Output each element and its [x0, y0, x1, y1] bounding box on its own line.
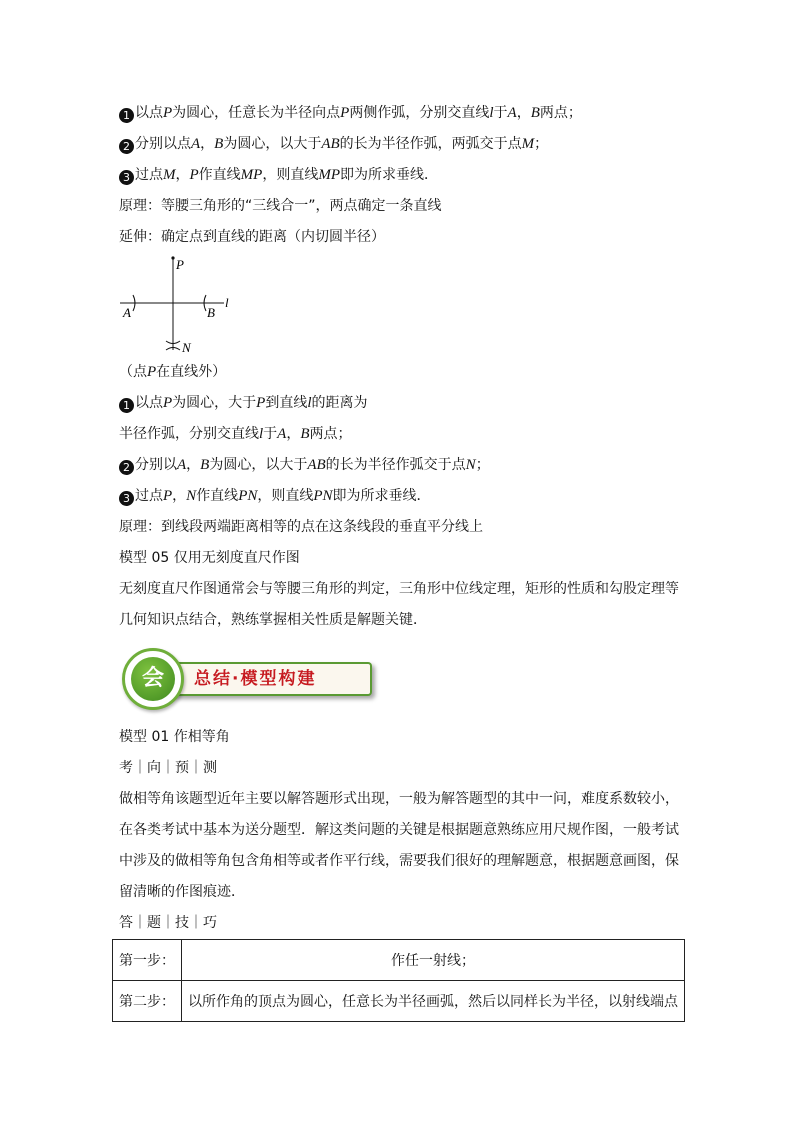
- label-a: A: [123, 305, 131, 320]
- step-number-badge: 3: [119, 491, 134, 506]
- step-label: 第一步：: [113, 940, 182, 981]
- step-1-bottom-a: 1 以点P为圆心，大于P到直线l的距离为: [119, 393, 368, 413]
- label-b: B: [207, 305, 215, 320]
- step-number-badge: 2: [119, 139, 134, 154]
- label-l: l: [225, 295, 229, 310]
- model-01-para-line: 在各类考试中基本为送分题型．解这类问题的关键是根据题意熟练应用尺规作图，一般考试: [119, 822, 679, 838]
- banner-badge: [122, 648, 184, 710]
- model-05-para-line: 无刻度直尺作图通常会与等腰三角形的判定，三角形中位线定理，矩形的性质和勾股定理等: [119, 581, 679, 597]
- model-05-title: 模型 05 仅用无刻度直尺作图: [119, 550, 300, 566]
- step-number-badge: 1: [119, 108, 134, 123]
- step-1-bottom-b: 半径作弧，分别交直线l于A，B两点；: [119, 426, 352, 442]
- point-p: [171, 256, 174, 259]
- answer-tips-heading: 答｜题｜技｜巧: [119, 915, 217, 931]
- table-row: [113, 981, 685, 1022]
- step-number-badge: 3: [119, 170, 134, 185]
- step-number-badge: 2: [119, 460, 134, 475]
- banner-badge-label: 会: [131, 657, 175, 701]
- step-2-bottom: 2 分别以A，B为圆心，以大于AB的长为半径作弧交于点N；: [119, 455, 490, 475]
- step-2-top: 2 分别以点A，B为圆心，以大于AB的长为半径作弧，两弧交于点M；: [119, 134, 548, 154]
- step-label: 第二步：: [113, 981, 182, 1022]
- figure-caption: （点P在直线外）: [119, 364, 227, 380]
- banner-bar: [164, 662, 372, 696]
- label-n: N: [182, 340, 191, 355]
- step-content: 以所作角的顶点为圆心，任意长为半径画弧，然后以同样长为半径，以射线端点: [182, 981, 685, 1022]
- step-number-badge: 1: [119, 398, 134, 413]
- perpendicular-construction-figure: [116, 252, 236, 358]
- section-banner: [122, 648, 372, 710]
- principle-1: 原理：等腰三角形的“三线合一”，两点确定一条直线: [119, 198, 442, 214]
- steps-table: [112, 939, 685, 1022]
- model-05-para-line: 几何知识点结合，熟练掌握相关性质是解题关键．: [119, 612, 427, 628]
- table-row: [113, 940, 685, 981]
- model-01-para-line: 中涉及的做相等角包含角相等或者作平行线，需要我们很好的理解题意，根据题意画图，保: [119, 853, 679, 869]
- principle-2: 原理：到线段两端距离相等的点在这条线段的垂直平分线上: [119, 519, 483, 535]
- step-content: 作任一射线；: [182, 940, 685, 981]
- model-01-title: 模型 01 作相等角: [119, 729, 230, 745]
- step-1-top: 1 以点P为圆心，任意长为半径向点P两侧作弧，分别交直线l于A，B两点；: [119, 103, 582, 123]
- step-3-top: 3 过点M，P作直线MP，则直线MP即为所求垂线．: [119, 165, 438, 185]
- exam-prediction-heading: 考｜向｜预｜测: [119, 760, 217, 776]
- label-p: P: [176, 257, 184, 272]
- step-3-bottom: 3 过点P，N作直线PN，则直线PN即为所求垂线．: [119, 486, 431, 506]
- model-01-para-line: 留清晰的作图痕迹．: [119, 884, 245, 900]
- model-01-para-line: 做相等角该题型近年主要以解答题形式出现，一般为解答题型的其中一问，难度系数较小，: [119, 791, 679, 807]
- extension-note: 延伸：确定点到直线的距离（内切圆半径）: [119, 229, 385, 245]
- banner-title: 总结·模型构建: [194, 669, 317, 689]
